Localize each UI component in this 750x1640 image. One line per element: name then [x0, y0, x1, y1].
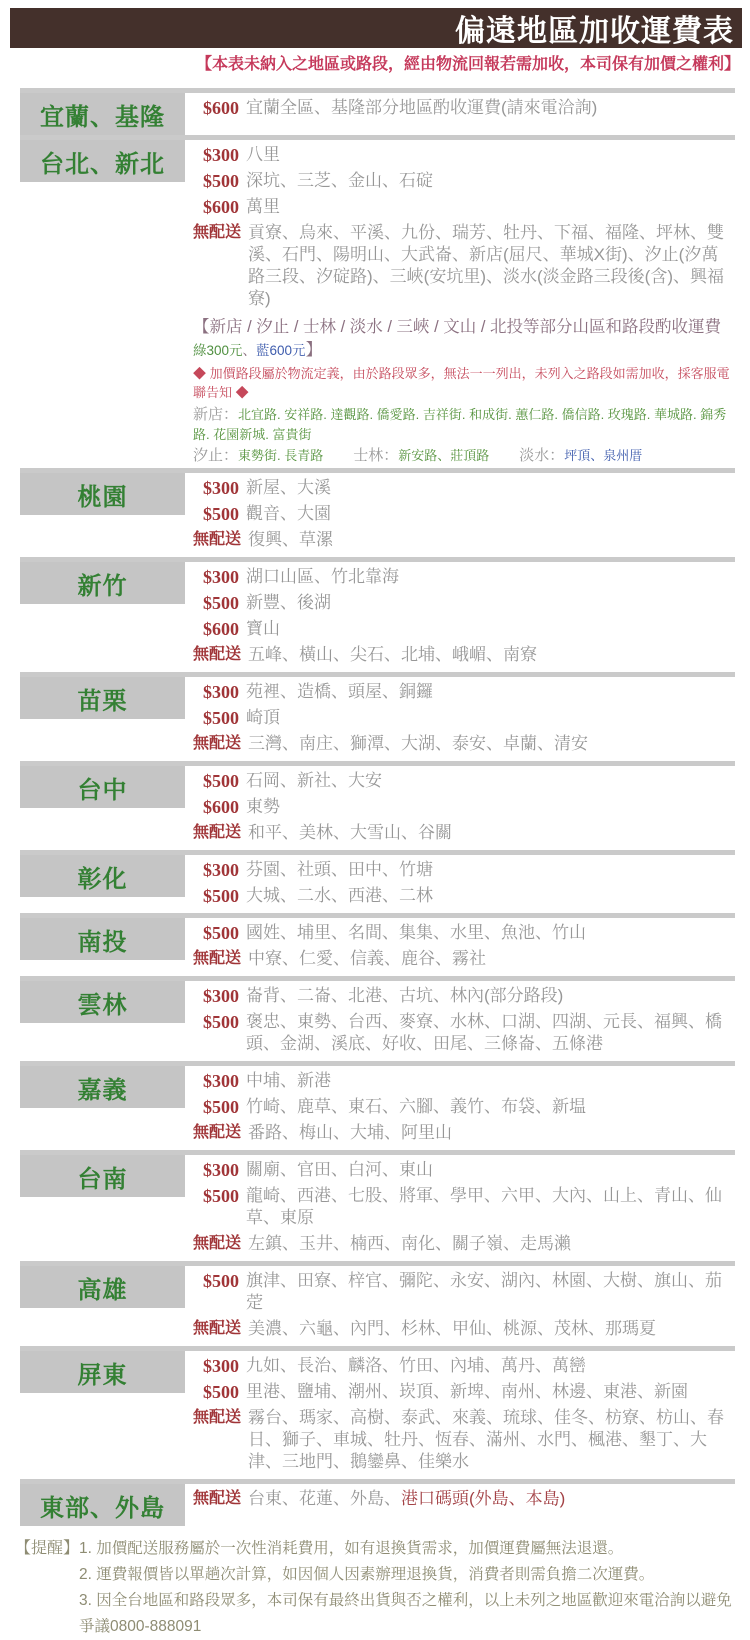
fee-row — [193, 985, 735, 1007]
area-list: 和平、美林、大雪山、谷關 — [248, 823, 453, 842]
fee-amount: $500 — [203, 771, 239, 791]
region-label-box — [20, 562, 185, 604]
fee-row — [193, 796, 735, 818]
fee-row — [193, 1011, 735, 1055]
area-list: 八里 — [246, 145, 280, 164]
area-list: 湖口山區、竹北靠海 — [246, 567, 399, 586]
reminder-line-2: 2. 運費報價皆以單趟次計算，如因個人因素辦理退換貨，消費者則需負擔二次運費。 — [79, 1566, 655, 1583]
no-delivery-label: 無配送 — [193, 950, 242, 967]
section-taipei-newtaipei — [20, 135, 735, 468]
area-list: 旗津、田寮、梓官、彌陀、永安、湖內、林園、大樹、旗山、茄萣 — [246, 1271, 722, 1312]
fee-row — [193, 1407, 735, 1473]
road-list: 東勢街. 長青路 — [238, 448, 324, 463]
reminder-label: 【提醒】 — [15, 1540, 80, 1557]
reminder-line-3: 3. 因全台地區和路段眾多，本司保有最終出貨與否之權利，以上未列之地區歡迎來電洽詢以避免爭議0800-888091 — [79, 1592, 732, 1635]
no-delivery-label: 無配送 — [193, 824, 242, 841]
fee-row — [193, 618, 735, 640]
region-label-box — [20, 93, 185, 135]
section-miaoli — [20, 672, 735, 761]
fee-amount: $600 — [203, 619, 239, 639]
fee-amount: $500 — [203, 1186, 239, 1206]
area-list: 美濃、六龜、內門、杉林、甲仙、桃源、茂林、那瑪夏 — [248, 1319, 657, 1338]
note-green-fee: 綠300元 — [193, 343, 243, 358]
section-taichung — [20, 761, 735, 850]
section-taoyuan — [20, 468, 735, 557]
fee-row — [193, 859, 735, 881]
area-list: 竹崎、鹿草、東石、六腳、義竹、布袋、新塭 — [246, 1097, 586, 1116]
section-changhua — [20, 850, 735, 913]
shipping-fee-table-page — [0, 8, 750, 1635]
area-list: 褒忠、東勢、台西、麥寮、水林、口湖、四湖、元長、福興、橋頭、金湖、溪底、好收、田尾、三條崙、五條港 — [246, 1012, 722, 1053]
area-list: 崙背、二崙、北港、古坑、林內(部分路段) — [246, 986, 564, 1005]
region-label-box — [20, 1066, 185, 1108]
section-pingtung — [20, 1346, 735, 1479]
fee-row — [193, 770, 735, 792]
area-list: 復興、草漯 — [248, 530, 334, 549]
reminder-lines — [79, 1536, 740, 1640]
area-list: 中寮、仁愛、信義、鹿谷、霧社 — [248, 949, 487, 968]
region-label-box — [20, 677, 185, 719]
area-list: 觀音、大園 — [246, 504, 331, 523]
no-delivery-label: 無配送 — [193, 1409, 242, 1426]
fee-row — [193, 566, 735, 588]
section-tainan — [20, 1150, 735, 1261]
fee-row — [193, 1122, 735, 1144]
area-list-red: 港口碼頭(外島、本島) — [401, 1489, 566, 1508]
fee-row — [193, 144, 735, 166]
mountain-road-note — [193, 316, 735, 466]
region-name: 雲林 — [77, 991, 128, 1019]
fee-amount: $300 — [203, 478, 239, 498]
fee-row — [193, 1070, 735, 1092]
header-bar — [10, 8, 742, 48]
fee-row — [193, 822, 735, 844]
fee-row — [193, 529, 735, 551]
fee-row — [193, 1355, 735, 1377]
region-name: 高雄 — [77, 1276, 128, 1304]
region-name: 東部、外島 — [40, 1494, 165, 1522]
area-list: 大城、二水、西港、二林 — [246, 886, 433, 905]
region-label-box — [20, 1484, 185, 1526]
fee-row — [193, 1159, 735, 1181]
note-separator: 、 — [242, 343, 257, 358]
area-list: 崎頂 — [246, 708, 280, 727]
note-blue-fee: 藍600元 — [256, 343, 306, 358]
region-name: 新竹 — [77, 572, 128, 600]
page-title: 偏遠地區加收運費表 — [455, 15, 734, 48]
fee-amount: $300 — [203, 567, 239, 587]
area-list: 霧台、瑪家、高樹、泰武、來義、琉球、佳冬、枋寮、枋山、春日、獅子、車城、牡丹、恆春、滿州、水門、楓港、墾丁、大津、三地門、鵝鑾鼻、佳樂水 — [248, 1408, 725, 1471]
no-delivery-label: 無配送 — [193, 1124, 242, 1141]
area-list — [248, 1488, 565, 1510]
fee-amount: $500 — [203, 1012, 239, 1032]
no-delivery-label: 無配送 — [193, 224, 242, 241]
roads-line-others — [193, 446, 735, 466]
section-east-islands — [20, 1479, 735, 1526]
area-list: 萬里 — [246, 197, 280, 216]
area-list: 宜蘭全區、基隆部分地區酌收運費(請來電洽詢) — [246, 98, 598, 117]
fee-row — [193, 948, 735, 970]
region-label-box — [20, 1155, 185, 1197]
fee-amount: $500 — [203, 886, 239, 906]
region-name: 台南 — [77, 1165, 128, 1193]
no-delivery-label: 無配送 — [193, 735, 242, 752]
fee-row — [193, 97, 735, 119]
region-label-box — [20, 1351, 185, 1393]
area-list: 深坑、三芝、金山、石碇 — [246, 171, 433, 190]
road-district-label: 新店： — [193, 406, 239, 423]
fee-row — [193, 707, 735, 729]
region-name: 台中 — [77, 776, 128, 804]
area-list: 關廟、官田、白河、東山 — [246, 1160, 433, 1179]
area-list: 里港、鹽埔、潮州、崁頂、新埤、南州、林邊、東港、新園 — [246, 1382, 688, 1401]
footer-reminder — [15, 1536, 740, 1640]
fee-amount: $300 — [203, 682, 239, 702]
region-label-box — [20, 766, 185, 808]
note-bracket-text: 【新店 / 汐止 / 士林 / 淡水 / 三峽 / 文山 / 北投等部分山區和路段酌收運費 — [193, 318, 722, 336]
note-bracket-line — [193, 316, 735, 362]
fee-amount: $300 — [203, 1071, 239, 1091]
area-list: 苑裡、造橋、頭屋、銅鑼 — [246, 682, 433, 701]
no-delivery-label: 無配送 — [193, 1490, 242, 1507]
no-delivery-label: 無配送 — [193, 1235, 242, 1252]
no-delivery-label: 無配送 — [193, 531, 242, 548]
area-list: 東勢 — [246, 797, 280, 816]
road-group-xizhi — [193, 446, 323, 466]
fee-amount: $500 — [203, 1271, 239, 1291]
region-name: 宜蘭、基隆 — [40, 103, 165, 131]
area-list: 石岡、新社、大安 — [246, 771, 382, 790]
region-label-box — [20, 855, 185, 897]
fee-row — [193, 1488, 735, 1510]
section-yunlin — [20, 976, 735, 1061]
region-name: 屏東 — [77, 1361, 128, 1389]
area-list: 番路、梅山、大埔、阿里山 — [248, 1123, 453, 1142]
region-sections — [20, 88, 735, 1526]
section-hsinchu — [20, 557, 735, 672]
fee-row — [193, 1185, 735, 1229]
fee-amount: $300 — [203, 1356, 239, 1376]
area-list-gray: 台東、花蓮、外島、 — [248, 1489, 402, 1508]
fee-amount: $300 — [203, 860, 239, 880]
fee-row — [193, 681, 735, 703]
section-yilan-keelung — [20, 88, 735, 135]
region-name: 嘉義 — [77, 1076, 128, 1104]
section-chiayi — [20, 1061, 735, 1150]
fee-amount: $300 — [203, 145, 239, 165]
area-list: 國姓、埔里、名間、集集、水里、魚池、竹山 — [246, 923, 586, 942]
region-label-box — [20, 981, 185, 1023]
no-delivery-label: 無配送 — [193, 1320, 242, 1337]
area-list: 寶山 — [246, 619, 280, 638]
fee-amount: $500 — [203, 1382, 239, 1402]
fee-amount: $500 — [203, 504, 239, 524]
area-list: 五峰、橫山、尖石、北埔、峨嵋、南寮 — [248, 645, 538, 664]
region-label-box — [20, 473, 185, 515]
note-red-warning: ◆ 加價路段屬於物流定義，由於路段眾多，無法一一列出，未列入之路段如需加收，採客服電聯告知 ◆ — [193, 366, 730, 400]
area-list: 左鎮、玉井、楠西、南化、關子嶺、走馬瀨 — [248, 1234, 572, 1253]
fee-row — [193, 1233, 735, 1255]
fee-row — [193, 1381, 735, 1403]
area-list: 九如、長治、麟洛、竹田、內埔、萬丹、萬巒 — [246, 1356, 586, 1375]
fee-amount: $600 — [203, 197, 239, 217]
fee-row — [193, 644, 735, 666]
fee-amount: $500 — [203, 593, 239, 613]
reminder-line-1: 1. 加價配送服務屬於一次性消耗費用，如有退換貨需求，加價運費屬無法退還。 — [79, 1540, 624, 1557]
region-label-box — [20, 1266, 185, 1308]
fee-row — [193, 477, 735, 499]
region-name: 彰化 — [77, 865, 128, 893]
fee-amount: $600 — [203, 797, 239, 817]
area-list: 貢寮、烏來、平溪、九份、瑞芳、牡丹、下福、福隆、坪林、雙溪、石門、陽明山、大武崙、新店(屈尺、華城X街)、汐止(汐萬路三段、汐碇路)、三峽(安坑里)、淡水(淡金路三段後(含)、興福寮) — [248, 223, 725, 308]
fee-amount: $600 — [203, 98, 239, 118]
fee-row — [193, 503, 735, 525]
area-list: 中埔、新港 — [246, 1071, 331, 1090]
road-group-shilin — [353, 446, 489, 466]
road-district-label: 淡水： — [519, 447, 565, 464]
fee-row — [193, 1270, 735, 1314]
section-nantou — [20, 913, 735, 976]
region-name: 桃園 — [77, 483, 128, 511]
fee-amount: $500 — [203, 171, 239, 191]
fee-row — [193, 922, 735, 944]
road-list: 新安路、莊頂路 — [398, 448, 490, 463]
roads-line-xindian — [193, 405, 735, 445]
fee-amount: $500 — [203, 923, 239, 943]
fee-row — [193, 592, 735, 614]
road-district-label: 汐止： — [193, 447, 239, 464]
road-district-label: 士林： — [353, 447, 399, 464]
fee-row — [193, 222, 735, 310]
no-delivery-label: 無配送 — [193, 646, 242, 663]
road-group-tamsui — [519, 446, 642, 466]
fee-row — [193, 733, 735, 755]
fee-row — [193, 170, 735, 192]
note-bracket-close: 】 — [305, 341, 323, 359]
area-list: 龍崎、西港、七股、將軍、學甲、六甲、大內、山上、青山、仙草、東原 — [246, 1186, 722, 1227]
region-name: 台北、新北 — [40, 150, 165, 178]
region-label-box — [20, 918, 185, 960]
region-name: 苗栗 — [77, 687, 128, 715]
road-list: 北宜路. 安祥路. 達觀路. 僑愛路. 吉祥街. 和成街. 蕙仁路. 僑信路. 玫瑰路. 華城路. 錦秀路. 花園新城. 富貴街 — [193, 407, 727, 442]
section-kaohsiung — [20, 1261, 735, 1346]
area-list: 新豐、後湖 — [246, 593, 331, 612]
road-list: 坪頂、泉州厝 — [564, 448, 643, 463]
fee-amount: $500 — [203, 708, 239, 728]
fee-row — [193, 1096, 735, 1118]
area-list: 三灣、南庄、獅潭、大湖、泰安、卓蘭、清安 — [248, 734, 589, 753]
fee-row — [193, 196, 735, 218]
fee-amount: $300 — [203, 986, 239, 1006]
fee-row — [193, 885, 735, 907]
area-list: 芬園、社頭、田中、竹塘 — [246, 860, 433, 879]
header-notice: 【本表未納入之地區或路段，經由物流回報若需加收，本司保有加價之權利】 — [195, 56, 740, 73]
region-label-box — [20, 140, 185, 182]
area-list: 新屋、大溪 — [246, 478, 331, 497]
fee-amount: $300 — [203, 1160, 239, 1180]
region-name: 南投 — [77, 928, 128, 956]
fee-row — [193, 1318, 735, 1340]
fee-amount: $500 — [203, 1097, 239, 1117]
